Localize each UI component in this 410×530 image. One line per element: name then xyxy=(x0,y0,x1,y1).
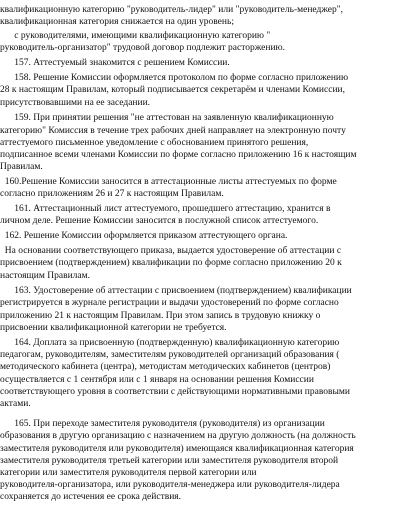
text-line: заместителя руководителя третьей категории или заместителя руководителя второй xyxy=(0,455,339,466)
text-line: с руководителями, имеющими квалификационную категорию " xyxy=(0,30,271,41)
text-line: 160.Решение Комиссии заносится в аттестационные листы аттестуемых по форме xyxy=(0,176,337,187)
text-line: квалификационная категория снижается на один уровень; xyxy=(0,16,234,27)
text-line: 161. Аттестационный лист аттестуемого, прошедшего аттестацию, хранится в xyxy=(0,203,331,214)
text-line: соответствующего уровня в соответствии с действующими нормативными правовыми xyxy=(0,386,351,397)
text-line: приложению 21 к настоящим Правилам. При этом запись в трудовую книжку о xyxy=(0,310,321,321)
text-line: 158. Решение Комиссии оформляется протоколом по форме согласно приложению xyxy=(0,72,349,83)
text-line: сохраняется до истечения ее срока действия. xyxy=(0,491,182,502)
text-line: присвоением (подтверждением) квалификации по форме согласно приложению 20 к xyxy=(0,257,342,268)
text-line: квалификационную категорию "руководитель-лидер" или "руководитель-менеджер", xyxy=(0,4,344,15)
text-line: актами. xyxy=(0,398,31,409)
text-line: подписанное всеми членами Комиссии по форме согласно приложению 16 к настоящим xyxy=(0,149,357,160)
text-line: педагогам, руководителям, заместителям руководителей организаций образования ( xyxy=(0,349,340,360)
text-line: 162. Решение Комиссии оформляется приказом аттестующего органа. xyxy=(0,230,288,241)
text-line: 28 к настоящим Правилам, который подписывается секретарём и членами Комиссии, xyxy=(0,84,345,95)
text-line: осуществляется с 1 сентября или с 1 января на основании решения Комиссии xyxy=(0,374,314,385)
text-line: 165. При переходе заместителя руководителя (руководителя) из организации xyxy=(0,418,325,429)
text-line: руководителя-организатора, или руководителя-менеджера или руководителя-лидера xyxy=(0,479,340,490)
text-line: образования в другую организацию с назначением на другую должность (на должность xyxy=(0,430,356,441)
text-line: 159. При принятии решения "не аттестован на заявленную квалификационную xyxy=(0,112,334,123)
text-line: категорию" Комиссия в течение трех рабочих дней направляет на электронную почту xyxy=(0,125,346,136)
text-line: настоящим Правилам. xyxy=(0,270,91,281)
text-line: категории или заместителя руководителя первой категории или xyxy=(0,467,257,478)
text-line: присвоении квалификационной категории не требуется. xyxy=(0,322,227,333)
text-line: 163. Удостоверение об аттестации с присвоением (подтверждением) квалификации xyxy=(0,285,352,296)
text-line: присутствовавшими на ее заседании. xyxy=(0,97,151,108)
text-line: Правилам. xyxy=(0,161,43,172)
text-line: 164. Доплата за присвоенную (подтвержденную) квалификационную категорию xyxy=(0,337,340,348)
text-line: 157. Аттестуемый знакомится с решением Комиссии. xyxy=(0,57,230,68)
text-line: регистрируется в журнале регистрации и выдачи удостоверений по форме согласно xyxy=(0,297,339,308)
text-line: личном деле. Решение Комиссии заносится в послужной список аттестуемого. xyxy=(0,215,319,226)
text-line: На основании соответствующего приказа, выдается удостоверение об аттестации с xyxy=(0,245,342,256)
text-line: аттестуемого письменное уведомление с обоснованием принятого решения, xyxy=(0,137,309,148)
text-line: заместителя руководителя или руководителя) имеющаяся квалификационная категория xyxy=(0,443,354,454)
text-line: согласно приложениям 26 и 27 к настоящим Правилам. xyxy=(0,188,224,199)
text-line: руководитель-организатор" трудовой договор подлежит расторжению. xyxy=(0,42,286,53)
text-line: методического кабинета (центра), методистам методических кабинетов (центров) xyxy=(0,361,331,372)
